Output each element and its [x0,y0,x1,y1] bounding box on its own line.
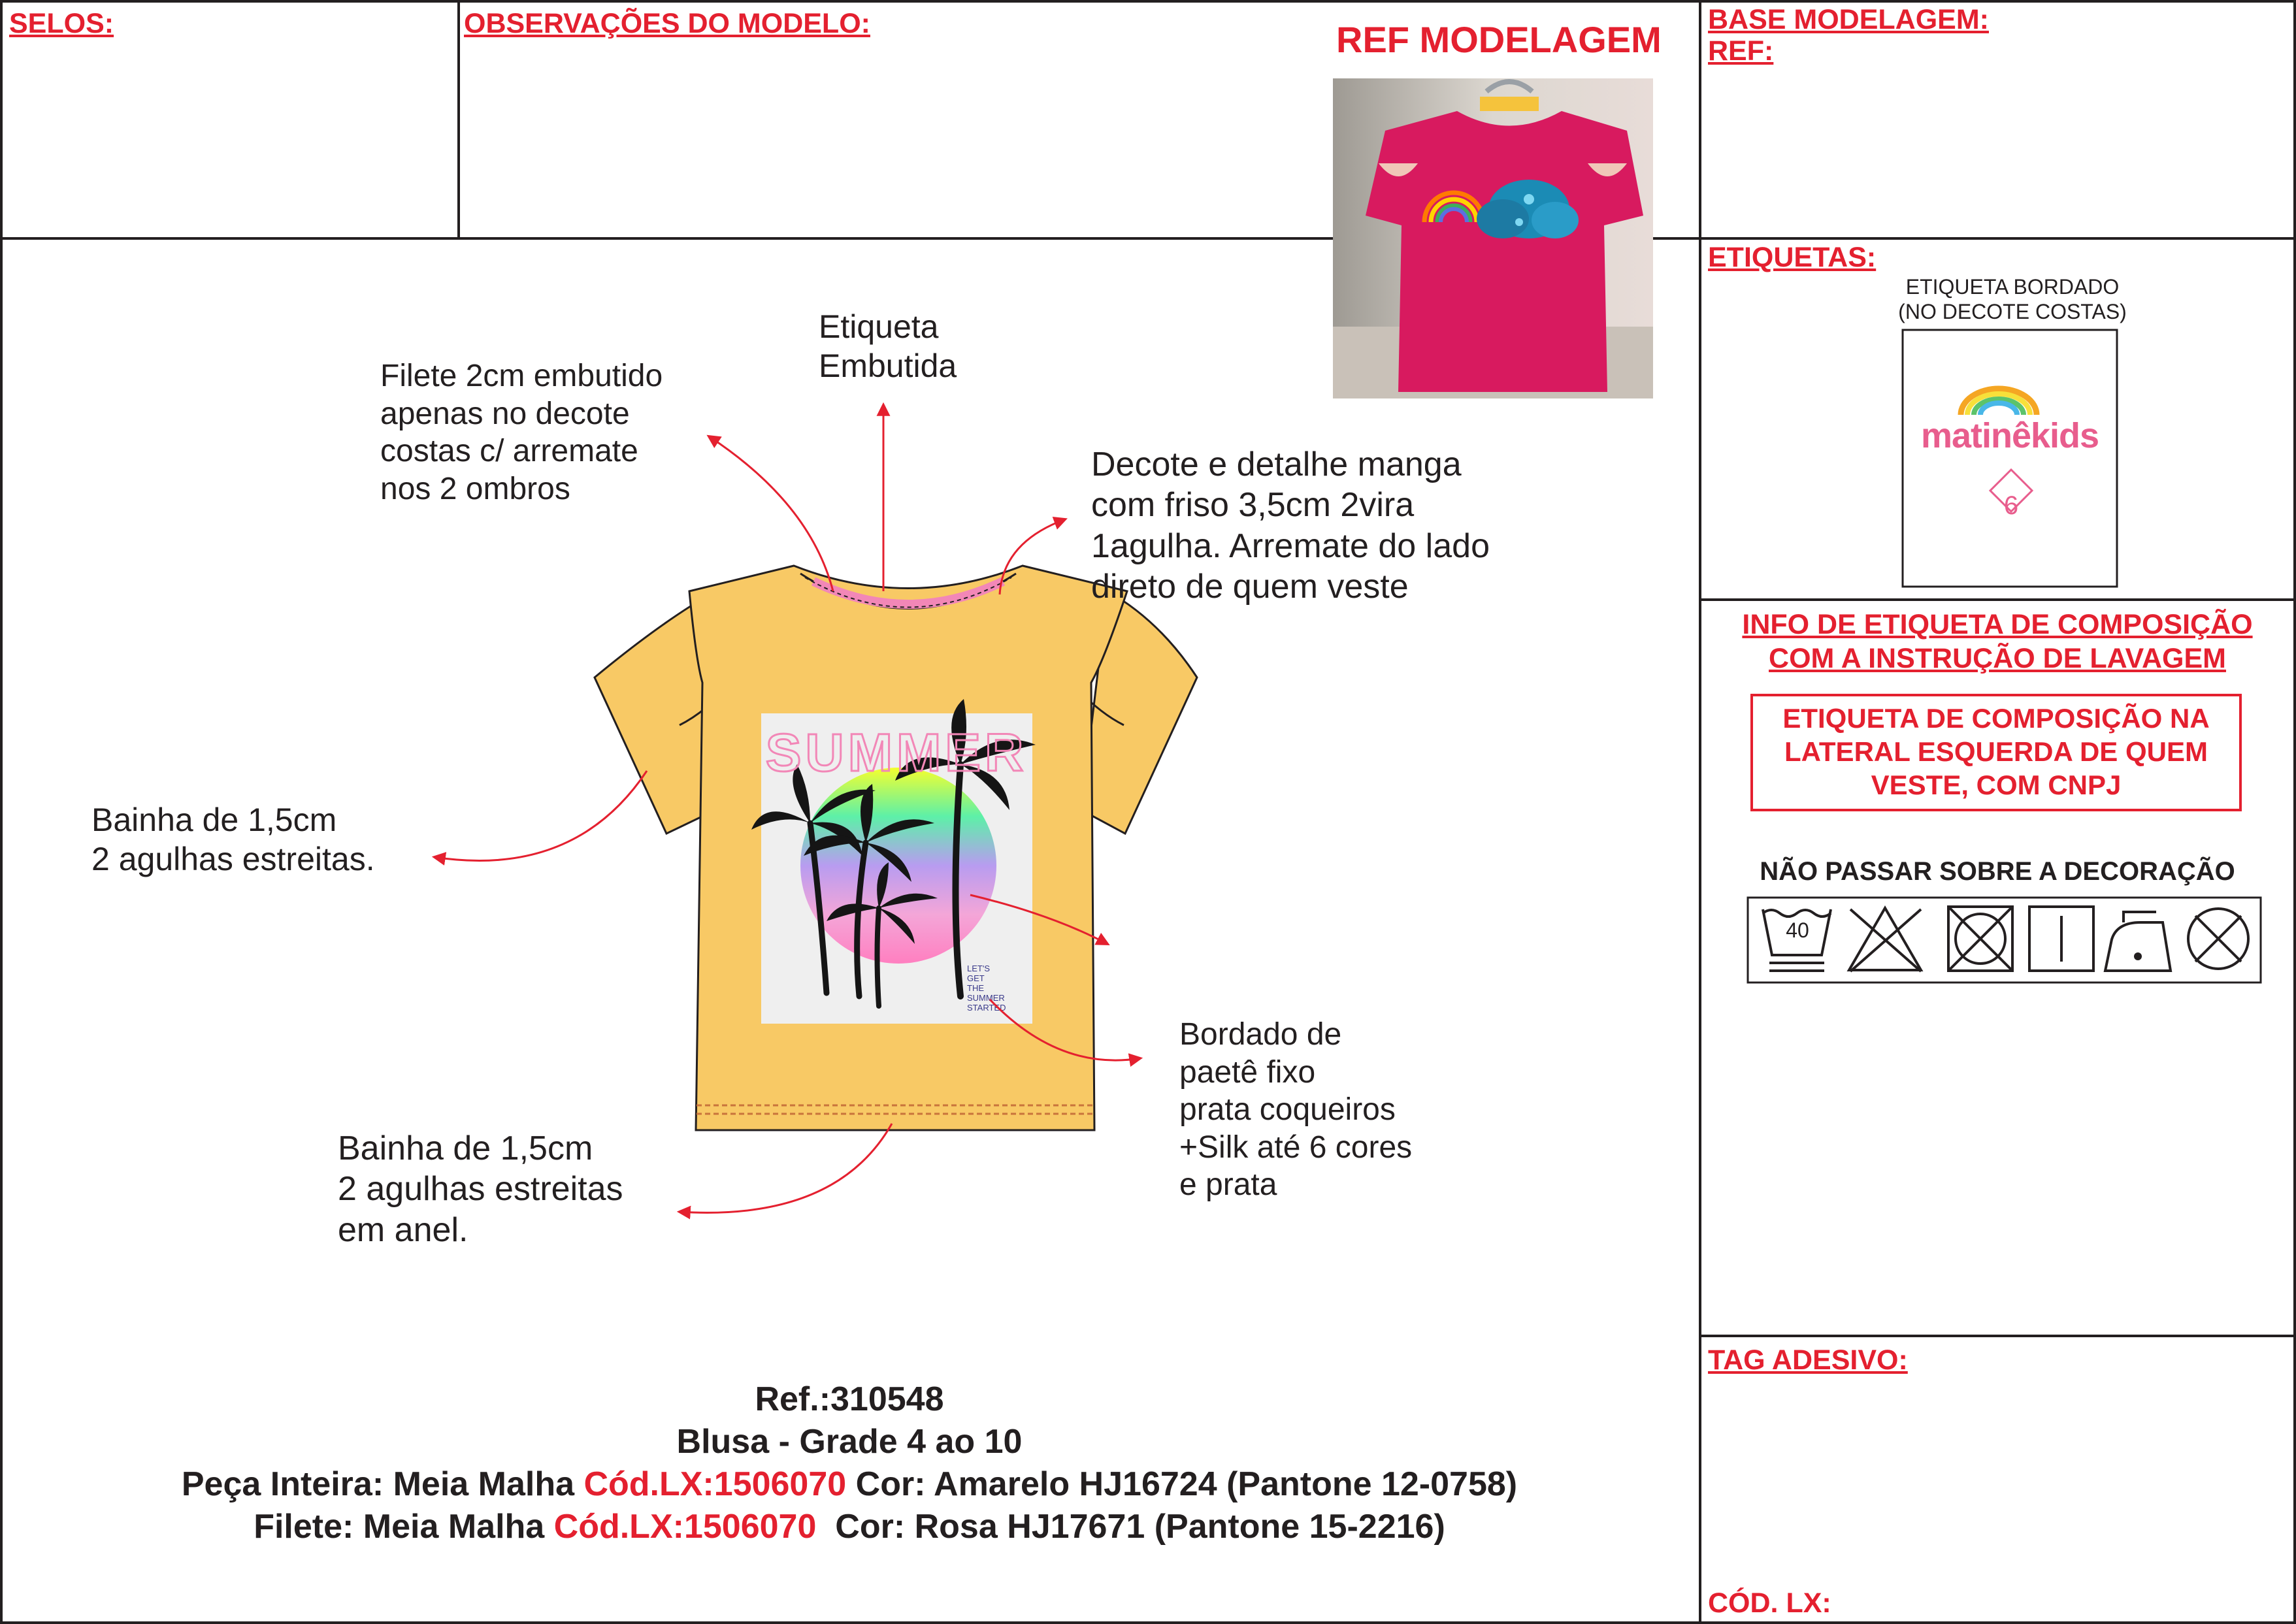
peca-inteira-suffix: Cor: Amarelo HJ16724 (Pantone 12-0758) [846,1465,1518,1503]
filete-suffix: Cor: Rosa HJ17671 (Pantone 15-2216) [816,1508,1445,1546]
etiquetas-label: ETIQUETAS: [1708,242,1877,273]
svg-text:SUMMER: SUMMER [967,993,1005,1003]
composition-line3: VESTE, COM CNPJ [1871,770,2122,800]
spec-product: Blusa - Grade 4 ao 10 [676,1423,1023,1461]
annotation-bainha-manga: Bainha de 1,5cm 2 agulhas estreitas. [91,802,375,877]
cod-lx-label: CÓD. LX: [1708,1587,1831,1619]
peca-inteira-code: Cód.LX:1506070 [583,1465,847,1503]
spec-ref: Ref.:310548 [755,1380,944,1418]
annotation-bordado: Bordado de paetê fixo prata coqueiros +Silk até 6 cores e prata [1179,1017,1413,1203]
info-line2: COM A INSTRUÇÃO DE LAVAGEM [1769,643,2226,674]
selos-label: SELOS: [9,8,114,39]
annotation-etiqueta-embutida: Etiqueta Embutida [819,308,957,384]
peca-inteira-prefix: Peça Inteira: Meia Malha [181,1465,584,1503]
nao-passar-text: NÃO PASSAR SOBRE A DECORAÇÃO [1760,857,2235,886]
annotation-decote: Decote e detalhe manga com friso 3,5cm 2vira 1agulha. Arremate do lado direto de quem veste [1091,446,1490,606]
ref-modelagem-label: REF MODELAGEM [1336,19,1662,60]
spec-line-filete [0,1506,1699,1548]
filete-code: Cód.LX:1506070 [553,1508,817,1546]
size-number: 6 [2003,491,2019,520]
annotation-filete: Filete 2cm embutido apenas no decote costas c/ arremate nos 2 ombros [380,359,663,506]
base-modelagem-label: BASE MODELAGEM: [1708,4,1989,35]
svg-text:STARTED: STARTED [967,1003,1006,1013]
brand-logo: matinêkids [1920,416,2099,455]
composition-line2: LATERAL ESQUERDA DE QUEM [1784,736,2208,767]
etiqueta-bordado-line1: ETIQUETA BORDADO [1905,275,2120,299]
svg-text:THE: THE [967,983,984,993]
wash-temp: 40 [1786,918,1809,942]
filete-prefix: Filete: Meia Malha [254,1508,554,1546]
tag-adesivo-label: TAG ADESIVO: [1708,1344,1908,1376]
observacoes-label: OBSERVAÇÕES DO MODELO: [464,8,870,39]
etiqueta-bordado-line2: (NO DECOTE COSTAS) [1898,300,2127,323]
svg-text:GET: GET [967,973,985,983]
ref-label: REF: [1708,35,1774,67]
composition-line1: ETIQUETA DE COMPOSIÇÃO NA [1782,703,2210,734]
svg-text:LET'S: LET'S [967,964,990,973]
annotation-bainha-barra: Bainha de 1,5cm 2 agulhas estreitas em anel. [338,1129,623,1249]
print-summer-word: SUMMER [765,723,1028,783]
spec-line-peca-inteira [0,1463,1699,1505]
info-line1: INFO DE ETIQUETA DE COMPOSIÇÃO [1742,609,2253,640]
